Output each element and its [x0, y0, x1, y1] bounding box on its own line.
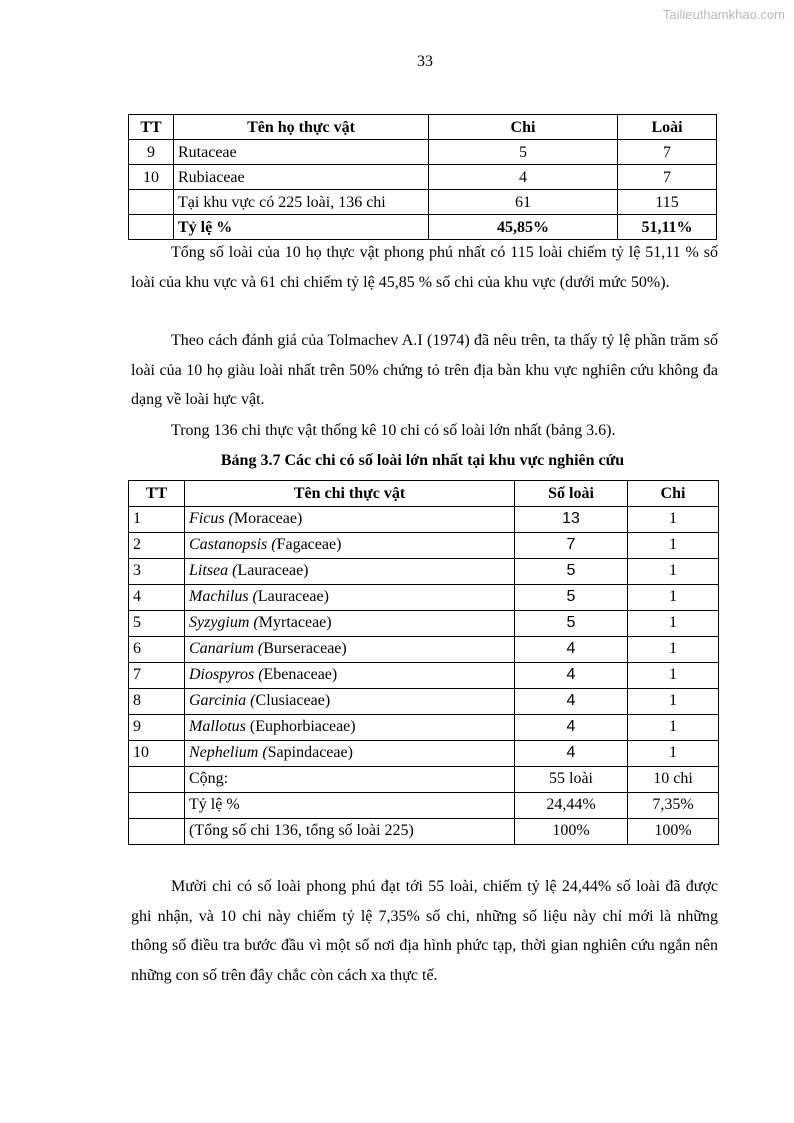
- table-row: [129, 637, 719, 663]
- table-row: [129, 190, 717, 215]
- genus-name: Nephelium (: [189, 744, 268, 761]
- header-tt: TT: [129, 481, 185, 507]
- cell-genus: [185, 715, 515, 741]
- genus-name: Litsea (: [189, 562, 238, 579]
- cell-tt: 5: [129, 611, 185, 637]
- cell-name: Rubiaceae: [174, 165, 429, 190]
- genus-name: Diospyros (: [189, 666, 264, 683]
- cell-chi: 1: [628, 741, 719, 767]
- table-row: [129, 215, 717, 240]
- cell-so-loai: 5: [515, 559, 628, 585]
- family-table: [128, 114, 717, 240]
- header-family-name: Tên họ thực vật: [174, 115, 429, 140]
- table-row: [129, 715, 719, 741]
- cell-name: Tỷ lệ %: [174, 215, 429, 240]
- cell-tt: 9: [129, 715, 185, 741]
- cell-chi: 1: [628, 715, 719, 741]
- cell-tt: 2: [129, 533, 185, 559]
- genus-name: Syzygium (: [189, 614, 259, 631]
- cell-name: Rutaceae: [174, 140, 429, 165]
- cell-so-loai: 5: [515, 585, 628, 611]
- watermark: Tailieuthamkhao.com: [662, 7, 785, 22]
- paragraph-3: Trong 136 chi thực vật thống kê 10 chi có số loài lớn nhất (bảng 3.6).: [171, 422, 616, 439]
- cell-so-loai: 55 loài: [515, 767, 628, 793]
- cell-tt: 8: [129, 689, 185, 715]
- cell-name: Tại khu vực có 225 loài, 136 chi: [174, 190, 429, 215]
- cell-chi: 7,35%: [628, 793, 719, 819]
- table-row: [129, 559, 719, 585]
- table-row: [129, 507, 719, 533]
- cell-so-loai: 4: [515, 741, 628, 767]
- cell-summary-label: Cộng:: [185, 767, 515, 793]
- cell-loai: 7: [618, 165, 717, 190]
- genus-name: Ficus (: [189, 510, 234, 527]
- cell-so-loai: 100%: [515, 819, 628, 845]
- genus-table: [128, 480, 719, 845]
- cell-chi: 1: [628, 663, 719, 689]
- cell-tt: [129, 215, 174, 240]
- table-caption: Bảng 3.7 Các chi có số loài lớn nhất tại khu vực nghiên cứu: [220, 452, 625, 469]
- family-name: (Euphorbiaceae): [245, 718, 356, 735]
- cell-chi: 45,85%: [429, 215, 618, 240]
- cell-genus: [185, 637, 515, 663]
- table-row: [129, 741, 719, 767]
- cell-chi: 100%: [628, 819, 719, 845]
- cell-genus: [185, 663, 515, 689]
- cell-chi: 1: [628, 689, 719, 715]
- table-row: [129, 689, 719, 715]
- header-loai: Loài: [618, 115, 717, 140]
- family-name: Ebenaceae): [263, 666, 338, 683]
- cell-loai: 115: [618, 190, 717, 215]
- cell-chi: 1: [628, 585, 719, 611]
- cell-tt: 4: [129, 585, 185, 611]
- cell-tt: 6: [129, 637, 185, 663]
- cell-genus: [185, 507, 515, 533]
- table-row: [129, 585, 719, 611]
- header-chi: Chi: [429, 115, 618, 140]
- cell-chi: 10 chi: [628, 767, 719, 793]
- summary-row: [129, 793, 719, 819]
- summary-row: [129, 819, 719, 845]
- cell-genus: [185, 585, 515, 611]
- cell-genus: [185, 741, 515, 767]
- cell-tt: [129, 190, 174, 215]
- cell-summary-label: (Tổng số chi 136, tổng số loài 225): [185, 819, 515, 845]
- cell-tt: [129, 767, 185, 793]
- cell-tt: 7: [129, 663, 185, 689]
- cell-tt: [129, 793, 185, 819]
- header-so-loai: Số loài: [515, 481, 628, 507]
- genus-name: Castanopsis (: [189, 536, 277, 553]
- table-row: [129, 533, 719, 559]
- genus-name: Canarium (: [189, 640, 264, 657]
- cell-so-loai: 5: [515, 611, 628, 637]
- cell-so-loai: 7: [515, 533, 628, 559]
- cell-tt: 3: [129, 559, 185, 585]
- family-name: Lauraceae): [237, 562, 309, 579]
- family-name: Fagaceae): [276, 536, 342, 553]
- paragraph-2: Theo cách đánh giá của Tolmachev A.I (1974) đã nêu trên, ta thấy tỷ lệ phần trăm số loài của 10 họ giàu loài nhất trên 50% chứng tỏ trên địa bàn khu vực nghiên cứu không đa dạng về loài hực vật.: [131, 332, 718, 408]
- summary-row: [129, 767, 719, 793]
- cell-genus: [185, 689, 515, 715]
- cell-so-loai: 13: [515, 507, 628, 533]
- cell-so-loai: 4: [515, 689, 628, 715]
- cell-tt: 10: [129, 165, 174, 190]
- cell-chi: 1: [628, 559, 719, 585]
- paragraph-4: Mười chi có số loài phong phú đạt tới 55 loài, chiếm tỷ lệ 24,44% số loài đã được ghi nhận, và 10 chi này chiếm tỷ lệ 7,35% số chi, những số liệu này chỉ mới là những thông số điều tra bước đầu vì một số nơi địa hình phức tạp, thời gian nghiên cứu ngắn nên những con số trên đây chắc còn cách xa thực tế.: [131, 878, 718, 984]
- family-name: Sapindaceae): [267, 744, 353, 761]
- cell-summary-label: Tỷ lệ %: [185, 793, 515, 819]
- cell-chi: 1: [628, 611, 719, 637]
- cell-tt: [129, 819, 185, 845]
- table-row: [129, 663, 719, 689]
- cell-tt: 9: [129, 140, 174, 165]
- cell-chi: 1: [628, 637, 719, 663]
- genus-name: Mallotus: [189, 718, 246, 735]
- page-number: 33: [417, 53, 433, 70]
- paragraph-1: Tổng số loài của 10 họ thực vật phong phú nhất có 115 loài chiếm tỷ lệ 51,11 % số loài của khu vực và 61 chi chiếm tỷ lệ 45,85 % số chi của khu vực (dưới mức 50%).: [131, 244, 718, 291]
- family-name: Myrtaceae): [258, 614, 332, 631]
- cell-genus: [185, 611, 515, 637]
- header-genus-name: Tên chi thực vật: [185, 481, 515, 507]
- table-header-row: [129, 481, 719, 507]
- genus-name: Garcinia (: [189, 692, 256, 709]
- table-header-row: [129, 115, 717, 140]
- genus-name: Machilus (: [189, 588, 258, 605]
- cell-tt: 10: [129, 741, 185, 767]
- family-name: Clusiaceae): [255, 692, 331, 709]
- cell-chi: 5: [429, 140, 618, 165]
- cell-loai: 7: [618, 140, 717, 165]
- family-name: Moraceae): [233, 510, 303, 527]
- cell-tt: 1: [129, 507, 185, 533]
- cell-so-loai: 24,44%: [515, 793, 628, 819]
- table-row: [129, 165, 717, 190]
- cell-chi: 1: [628, 533, 719, 559]
- header-tt: TT: [129, 115, 174, 140]
- cell-so-loai: 4: [515, 715, 628, 741]
- cell-genus: [185, 559, 515, 585]
- cell-so-loai: 4: [515, 663, 628, 689]
- cell-genus: [185, 533, 515, 559]
- cell-loai: 51,11%: [618, 215, 717, 240]
- header-chi: Chi: [628, 481, 719, 507]
- cell-chi: 4: [429, 165, 618, 190]
- family-name: Lauraceae): [257, 588, 329, 605]
- table-row: [129, 611, 719, 637]
- family-name: Burseraceae): [263, 640, 347, 657]
- cell-chi: 61: [429, 190, 618, 215]
- cell-so-loai: 4: [515, 637, 628, 663]
- cell-chi: 1: [628, 507, 719, 533]
- table-row: [129, 140, 717, 165]
